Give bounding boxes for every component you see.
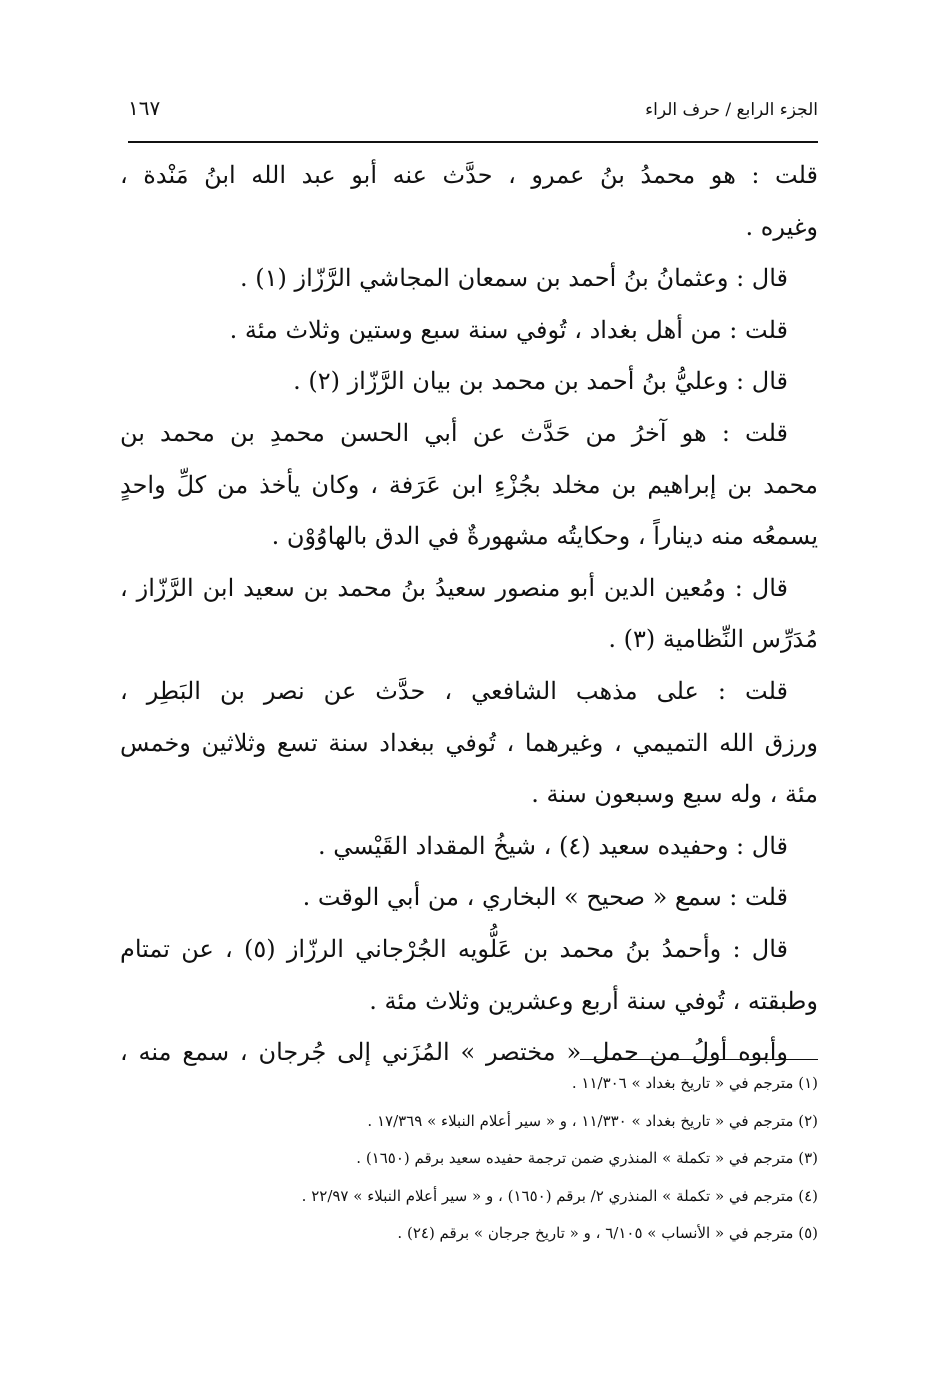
footnote: (٢) مترجم في « تاريخ بغداد » ١١/٣٣٠ ، و « سير أعلام النبلاء » ١٧/٣٦٩ . [367, 1111, 818, 1130]
text-line: مئة ، وله سبع وسبعون سنة . [531, 780, 818, 809]
text-line: قلت : على مذهب الشافعي ، حدَّث عن نصر بن البَطِر ، [120, 676, 788, 705]
text-line: محمد بن إبراهيم بن مخلد بجُزْءِ ابن عَرَفة ، وكان يأخذ من كلِّ واحدٍ [120, 470, 818, 499]
text-line: قلت : من أهل بغداد ، تُوفي سنة سبع وستين وثلاث مئة . [229, 315, 788, 344]
footnote-rule [580, 1059, 818, 1060]
text-line: وغيره . [745, 212, 818, 241]
text-line: ورزق الله التميمي ، وغيرهما ، تُوفي ببغداد سنة تسع وثلاثين وخمس [120, 728, 818, 757]
footnotes [150, 1065, 818, 1253]
body-text [120, 150, 818, 1079]
text-line: قلت : هو محمدُ بنُ عمرو ، حدَّث عنه أبو عبد الله ابنُ مَنْدة ، [120, 161, 818, 189]
text-line: يسمعُه منه ديناراً ، وحكايتُه مشهورةٌ في الدق بالهاوُوْن . [271, 522, 818, 551]
footnote: (١) مترجم في « تاريخ بغداد » ١١/٣٠٦ . [571, 1074, 818, 1092]
running-header-title: الجزء الرابع / حرف الراء [645, 100, 818, 120]
text-line: قال : وحفيده سعيد (٤) ، شيخُ المقداد القَيْسي . [317, 831, 788, 860]
page-number: ١٦٧ [128, 96, 161, 120]
footnote: (٤) مترجم في « تكملة » المنذري ٢/ برقم (١٦٥٠) ، و « سير أعلام النبلاء » ٢٢/٩٧ . [301, 1186, 818, 1205]
text-line: قال : وعليُّ بنُ أحمد بن محمد بن بيان الرَّزّاز (٢) . [293, 367, 788, 396]
text-line: قال : وأحمدُ بنُ محمد بن عَلُّويه الجُرْجاني الرزّاز (٥) ، عن تمتام [120, 934, 788, 963]
text-line: وطبقته ، تُوفي سنة أربع وعشرين وثلاث مئة . [369, 986, 818, 1015]
text-line: قلت : هو آخرُ من حَدَّث عن أبي الحسن محمدِ بن محمد بن [120, 418, 788, 447]
header-rule [128, 141, 818, 143]
text-line: قال : ومُعين الدين أبو منصور سعيدُ بنُ محمد بن سعيد ابن الرَّزّاز ، [120, 573, 788, 602]
text-line: مُدَرِّس النِّظامية (٣) . [608, 625, 818, 654]
footnote: (٥) مترجم في « الأنساب » ٦/١٠٥ ، و « تاريخ جرجان » برقم (٢٤) . [397, 1224, 818, 1242]
text-line: وأبوه أولُ من حمل « مختصر » المُزَني إلى جُرجان ، سمع منه ، [120, 1038, 788, 1067]
footnote: (٣) مترجم في « تكملة » المنذري ضمن ترجمة حفيده سعيد برقم (١٦٥٠) . [356, 1149, 818, 1167]
text-line: قال : وعثمانُ بنُ أحمد بن سمعان المجاشي الرَّزّاز (١) . [239, 264, 788, 293]
text-line: قلت : سمع « صحيح » البخاري ، من أبي الوقت . [302, 883, 788, 912]
